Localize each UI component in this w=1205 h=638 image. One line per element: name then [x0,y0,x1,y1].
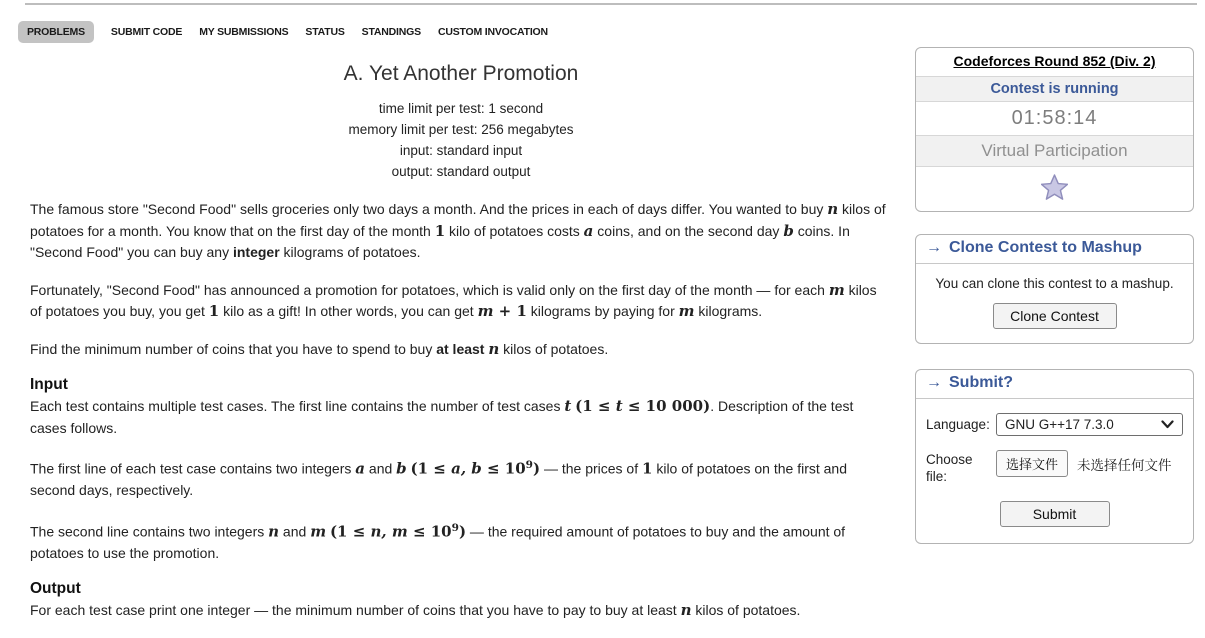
participation-mode: Virtual Participation [916,136,1193,167]
input-paragraph: The first line of each test case contains two integers a and b (1 ≤ a, $b \le 10^9$) — the prices of 1 kilo of potatoes on the first and second days, respectively. [30,459,848,499]
statement-paragraph: The famous store "Second Food" sells groceries only two days a month. And the prices in each of days differ. You wanted to buy n kilos of potatoes for a month. You know that on the first day of the month 1 kilo of potatoes costs a coins, and on the second day b coins. In "Second Food" you can buy any integer kilograms of potatoes. [30,200,886,260]
contest-link[interactable]: Codeforces Round 852 (Div. 2) [953,53,1156,69]
language-selected-value: GNU G++17 7.3.0 [1005,417,1114,432]
contest-info-box [915,47,1194,212]
contest-timer: 01:58:14 [916,102,1193,136]
problem-title: A. Yet Another Promotion [343,62,579,85]
clone-box-title: Clone Contest to Mashup [949,239,1142,256]
memory-limit: memory limit per test: 256 megabytes [348,122,574,137]
tab-my-submissions[interactable]: MY SUBMISSIONS [199,26,289,38]
clone-description: You can clone this contest to a mashup. [935,276,1174,291]
clone-contest-button[interactable]: Clone Contest [993,303,1117,329]
contest-status: Contest is running [916,77,1193,102]
input-paragraph: Each test contains multiple test cases. The first line contains the number of test cases t (1 ≤ t ≤ 10 000). Description of the test cases follows. [30,397,854,436]
tab-status[interactable]: STATUS [305,26,345,38]
input-header: Input [30,376,68,393]
clone-box-caption [916,235,1193,264]
problem-statement [30,62,892,638]
chevron-down-icon [1161,420,1174,429]
output-header: Output [30,580,81,598]
tab-problems[interactable]: PROBLEMS [18,21,94,43]
submit-box-title: Submit? [949,374,1013,391]
input-paragraph: The second line contains two integers n and m (1 ≤ n, $m \le 10^9$) — the required amount of potatoes to buy and the amount of potatoes to use the promotion. [30,521,846,561]
submit-box [915,369,1194,544]
favorite-star-icon[interactable] [1041,174,1068,200]
output-spec: output: standard output [391,164,531,179]
submit-box-caption [916,370,1193,399]
contest-tabs [18,21,548,43]
problem-limits [30,98,892,182]
choose-file-button[interactable]: 选择文件 [996,450,1068,477]
tab-custom-invocation[interactable]: CUSTOM INVOCATION [437,26,548,38]
time-limit: time limit per test: 1 second [378,101,544,116]
file-status: 未选择任何文件 [1077,457,1172,473]
statement-paragraph: Find the minimum number of coins that you have to spend to buy at least n kilos of potatoes. [30,339,609,358]
submit-button[interactable]: Submit [1000,501,1110,527]
language-select[interactable] [996,413,1183,436]
file-input [996,448,1172,477]
input-spec: input: standard input [399,143,523,158]
tab-submit-code[interactable]: SUBMIT CODE [110,26,183,38]
tab-standings[interactable]: STANDINGS [361,26,421,38]
right-arrow-icon: → [926,374,942,391]
right-arrow-icon: → [926,239,942,256]
top-divider [25,3,1197,5]
clone-contest-box [915,234,1194,344]
output-paragraph: For each test case print one integer — the minimum number of coins that you have to pay to buy at least n kilos of potatoes. [30,601,801,620]
sidebar [915,47,1194,544]
choose-file-label: Choose file: [926,452,973,484]
statement-paragraph: Fortunately, "Second Food" has announced a promotion for potatoes, which is valid only on the first day of the month — for each m kilos of potatoes you buy, you get 1 kilo as a gift! In other words, you can get m + 1 kilograms by paying for m kilograms. [30,280,877,320]
language-label: Language: [926,417,990,432]
